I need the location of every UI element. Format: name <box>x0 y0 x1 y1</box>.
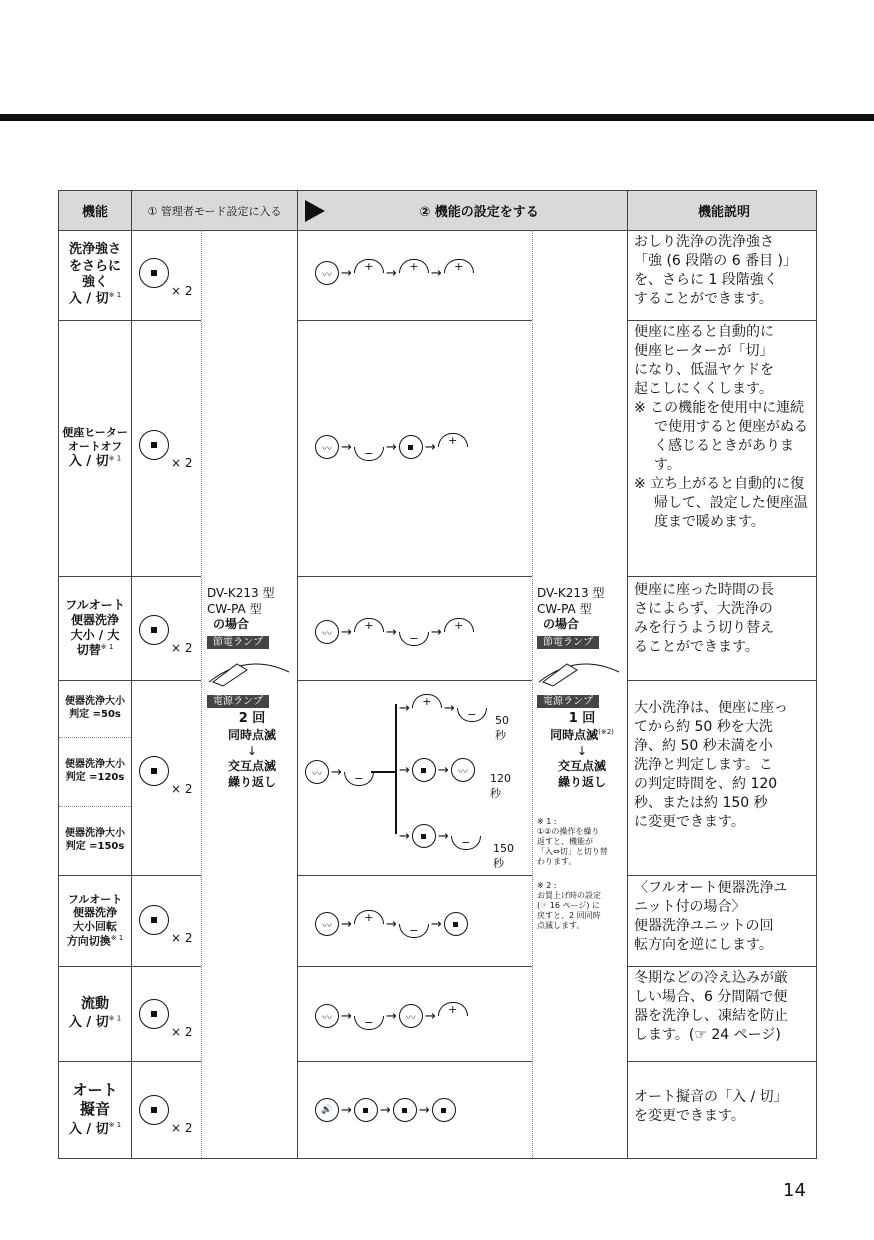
bidet-wash-icon: 〰 <box>315 1004 339 1028</box>
stop-button-icon <box>139 258 169 288</box>
top-rule <box>0 114 874 121</box>
stop-button-icon <box>354 1098 378 1122</box>
row-line <box>627 576 816 577</box>
power-lamp: 電源ランプ <box>537 695 599 708</box>
function-name: 便座ヒーター オートオフ 入 / 切$^{※ 1}$ <box>62 426 128 469</box>
description: 冬期などの冷え込みが厳 しい場合、6 分間隔で便 器を洗浄し、凍結を防止 します。(☞ 24 ページ) <box>634 970 788 1044</box>
row-line <box>627 320 816 321</box>
row-line <box>627 966 816 967</box>
minus-button-icon: − <box>354 447 384 461</box>
sequence-row-8: 〰 → − → 〰 → + <box>315 1002 468 1030</box>
function-name: 流動 入 / 切$^{※ 1}$ <box>68 996 122 1030</box>
stop-button-icon <box>139 999 169 1029</box>
stop-button-icon <box>139 430 169 460</box>
function-name: 洗浄強さ をさらに 強く 入 / 切$^{※ 1}$ <box>68 242 122 307</box>
sequence-row-9: 🔊 → → → <box>315 1098 456 1122</box>
lamp-illustration <box>207 652 291 688</box>
row-line <box>627 680 816 681</box>
function-name: 便器洗浄大小 判定 =120s <box>65 759 125 783</box>
stop-button-icon <box>444 912 468 936</box>
stop-button-icon <box>139 615 169 645</box>
plus-button-icon: + <box>444 259 474 273</box>
stop-button-icon <box>412 824 436 848</box>
plus-button-icon: + <box>438 1002 468 1016</box>
sequence-row-1: 〰 → + → + → + <box>315 261 474 285</box>
plus-button-icon: + <box>438 433 468 447</box>
row-line <box>297 1061 532 1062</box>
plus-button-icon: + <box>412 694 442 708</box>
col-line-dotted <box>532 230 533 1158</box>
stop-button-icon <box>412 758 436 782</box>
seconds-150: 150 秒 <box>493 842 514 870</box>
sequence-row-3: 〰 → + → − → + <box>315 618 474 646</box>
seconds-50: 50 秒 <box>495 714 509 742</box>
row-line <box>297 680 532 681</box>
bidet-wash-icon: 〰 <box>315 620 339 644</box>
times-label: × 2 <box>171 284 193 298</box>
row-line <box>627 1061 816 1062</box>
plus-button-icon: + <box>444 618 474 632</box>
power-lamp: 電源ランプ <box>207 695 269 708</box>
minus-button-icon: − <box>354 1016 384 1030</box>
sequence-row-2: 〰 → − → → + <box>315 433 468 461</box>
bidet-wash-icon: 〰 <box>305 760 329 784</box>
minus-button-icon: − <box>344 772 374 786</box>
description: 〈フルオート便器洗浄ユ ニット付の場合〉 便器洗浄ユニットの回 転方向を逆にします。 <box>634 880 788 954</box>
stop-button-icon <box>139 905 169 935</box>
row-line <box>297 576 532 577</box>
function-name: 便器洗浄大小 判定 =150s <box>65 828 125 852</box>
speaker-icon: 🔊 <box>315 1098 339 1122</box>
header-description: 機能説明 <box>697 205 750 220</box>
sequence-branch-50: → + → − 50 秒 <box>399 695 509 742</box>
power-save-lamp: 節電ランプ <box>207 636 269 649</box>
row-line <box>297 966 532 967</box>
model-info-right: DV-K213 型 CW-PA 型 の場合 節電ランプ 電源ランプ 1 回 同時点滅$^{(※2)}$ ↓ 交互点滅 繰り返し <box>537 586 627 791</box>
stop-button-icon <box>432 1098 456 1122</box>
plus-button-icon: + <box>354 618 384 632</box>
bidet-wash-icon: 〰 <box>451 758 475 782</box>
times-label: × 2 <box>171 1121 193 1135</box>
plus-button-icon: + <box>399 259 429 273</box>
stop-button-icon <box>139 756 169 786</box>
header-step2: ② 機能の設定をする <box>419 205 539 220</box>
function-name: 便器洗浄大小 判定 =50s <box>65 696 125 720</box>
row-line <box>627 875 816 876</box>
minus-button-icon: − <box>451 836 481 850</box>
description: おしり洗浄の洗浄強さ 「強 (6 段階の 6 番目 )」 を、さらに 1 段階強く することができます。 <box>634 234 797 308</box>
function-name: オート 擬音 入 / 切$^{※ 1}$ <box>68 1081 122 1137</box>
page-number: 14 <box>783 1180 806 1201</box>
sequence-row-7: 〰 → + → − → <box>315 910 468 938</box>
minus-button-icon: − <box>457 708 487 722</box>
row-line <box>297 320 532 321</box>
stop-button-icon <box>393 1098 417 1122</box>
description: オート擬音の「入 / 切」 を変更できます。 <box>634 1089 788 1125</box>
times-label: × 2 <box>171 931 193 945</box>
sequence-branch-start: 〰 → − <box>305 758 374 786</box>
col-line <box>131 191 132 1158</box>
bidet-wash-icon: 〰 <box>315 435 339 459</box>
footnote-2: ※ 2 : お買上げ時の設定 (☞ 16 ページ) に 戻すと、2 回同時 点滅します。 <box>537 881 601 930</box>
stop-button-icon <box>399 435 423 459</box>
lamp-illustration <box>537 652 621 688</box>
description: 便座に座った時間の長 さによらず、大洗浄の みを行うよう切り替え ることができます。 <box>634 582 774 656</box>
settings-table <box>58 190 817 1159</box>
bidet-wash-icon: 〰 <box>399 1004 423 1028</box>
sequence-branch-120: → → 〰 120 秒 <box>397 758 475 782</box>
footnote-1: ※ 1 : ①②の操作を繰り 返すと、機能が 「入⇔切」と切り替 わります。 <box>537 817 608 866</box>
stop-button-icon <box>139 1095 169 1125</box>
header-function: 機能 <box>81 205 108 220</box>
col-line <box>297 191 298 1158</box>
col-line <box>627 191 628 1158</box>
times-label: × 2 <box>171 1025 193 1039</box>
times-label: × 2 <box>171 782 193 796</box>
power-save-lamp: 節電ランプ <box>537 636 599 649</box>
description: 便座に座ると自動的に 便座ヒーターが「切」 になり、低温ヤケドを 起こしにくくします。 ※ この機能を使用中に連続で使用すると便座がぬるく感じるときがあります。 ※ 立ち上がると自動的に復帰して、設定した便座温度まで暖めます。 <box>634 324 808 531</box>
times-label: × 2 <box>171 641 193 655</box>
header-step1: ① 管理者モード設定に入る <box>147 204 282 218</box>
times-label: × 2 <box>171 456 193 470</box>
row-line <box>297 875 532 876</box>
branch-line <box>371 771 395 773</box>
bidet-wash-icon: 〰 <box>315 912 339 936</box>
col-line-dotted <box>201 230 202 1158</box>
plus-button-icon: + <box>354 259 384 273</box>
minus-button-icon: − <box>399 632 429 646</box>
model-info-left: DV-K213 型 CW-PA 型 の場合 節電ランプ 電源ランプ 2 回 同時点滅 ↓ 交互点滅 繰り返し <box>207 586 297 791</box>
sequence-branch-150: → → − 150 秒 <box>397 822 481 850</box>
description: 大小洗浄は、便座に座っ てから約 50 秒を大洗 浄、約 50 秒未満を小 洗浄と判定します。こ の判定時間を、約 120 秒、または約 150 秒 に変更できます。 <box>634 700 788 831</box>
bidet-wash-icon: 〰 <box>315 261 339 285</box>
seconds-120: 120 秒 <box>490 772 511 800</box>
function-name: フルオート 便器洗浄 大小回転 方向切換$^{※ 1}$ <box>66 892 124 948</box>
function-name: フルオート 便器洗浄 大小 / 大 切替$^{※ 1}$ <box>65 598 125 657</box>
plus-button-icon: + <box>354 910 384 924</box>
header-arrow-shaft <box>305 206 315 216</box>
minus-button-icon: − <box>399 924 429 938</box>
